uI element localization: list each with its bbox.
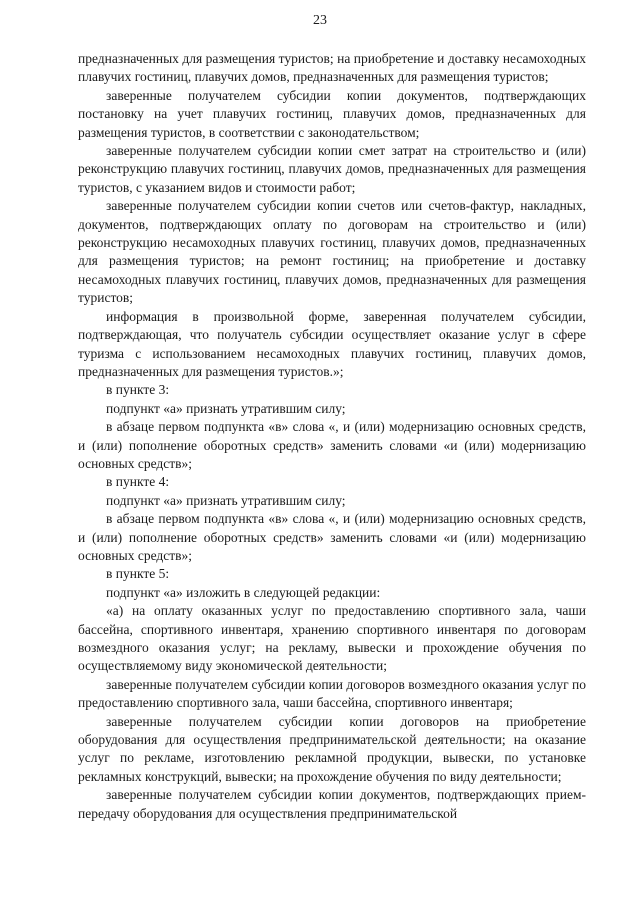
paragraph: подпункт «а» признать утратившим силу;	[106, 400, 346, 416]
paragraph: в пункте 5:	[106, 566, 170, 582]
paragraph: «а) на оплату оказанных услуг по предоставлению спортивного зала, чаши бассейна, спортивного инвентаря, хранению спортивного инвентаря по договорам возмездного оказания услуг; на рекламу, вывески и прохождение обучения по осуществляемому виду экономической деятельности;	[78, 603, 586, 674]
paragraph: заверенные получателем субсидии копии счетов или счетов-фактур, накладных, документов, подтверждающих оплату по договорам на строительство и (или) реконструкцию несамоходных плавучих гостиниц, плавучих домов, предназначенных для размещения туристов; на ремонт гостиниц; на приобретение и доставку несамоходных плавучих гостиниц, плавучих домов, предназначенных для размещения туристов;	[78, 198, 586, 306]
paragraph: в абзаце первом подпункта «в» слова «, и (или) модернизацию основных средств, и (или) пополнение оборотных средств» заменить словами «и (или) модернизацию основных средств»;	[78, 511, 586, 563]
paragraph: заверенные получателем субсидии копии договоров возмездного оказания услуг по предоставлению спортивного зала, чаши бассейна, спортивного инвентаря;	[78, 676, 586, 711]
paragraph: информация в произвольной форме, заверенная получателем субсидии, подтверждающая, что получатель субсидии осуществляет оказание услуг в сфере туризма с использованием несамоходных плавучих гостиниц, плавучих домов, предназначенных для размещения туристов.»;	[78, 308, 586, 379]
paragraph: заверенные получателем субсидии копии документов, подтверждающих постановку на учет плавучих гостиниц, плавучих домов, предназначенных для размещения туристов, в соответствии с законодательством;	[78, 87, 586, 140]
paragraph: подпункт «а» признать утратившим силу;	[106, 492, 346, 508]
paragraph: в пункте 4:	[106, 474, 170, 490]
paragraph: в абзаце первом подпункта «в» слова «, и (или) модернизацию основных средств, и (или) пополнение оборотных средств» заменить словами «и (или) модернизацию основных средств»;	[78, 419, 586, 471]
paragraph: заверенные получателем субсидии копии документов, подтверждающих прием-передачу оборудования для осуществления предпринимательской	[78, 787, 586, 821]
paragraph: заверенные получателем субсидии копии договоров на приобретение оборудования для осуществления предпринимательской деятельности; на оказание услуг по рекламе, изготовлению рекламной продукции, вывески, по установке рекламных конструкций, вывески; на прохождение обучения по виду деятельности;	[78, 713, 586, 784]
paragraph: заверенные получателем субсидии копии смет затрат на строительство и (или) реконструкцию плавучих гостиниц, плавучих домов, предназначенных для размещения туристов, с указанием видов и стоимости работ;	[78, 143, 586, 195]
document-text-body	[78, 50, 586, 823]
paragraph: подпункт «а» изложить в следующей редакции:	[106, 584, 381, 600]
paragraph: предназначенных для размещения туристов; на приобретение и доставку несамоходных плавучих гостиниц, плавучих домов, предназначенных для размещения туристов;	[78, 51, 586, 85]
paragraph: в пункте 3:	[106, 382, 170, 398]
page-number: 23	[313, 13, 327, 28]
